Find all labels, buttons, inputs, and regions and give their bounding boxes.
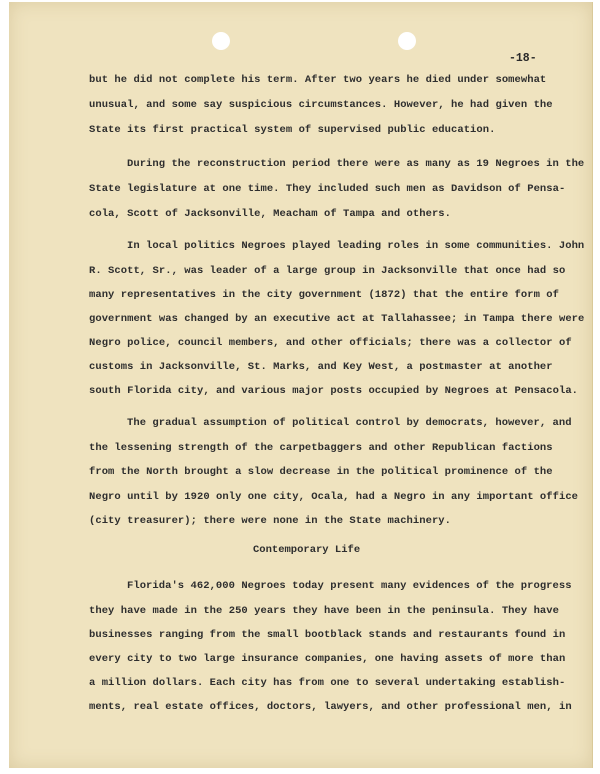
text-line: During the reconstruction period there were as many as 19 Negroes in the: [127, 158, 585, 170]
text-line: Negro police, council members, and other officials; there was a collector of: [89, 337, 572, 349]
text-line: they have made in the 250 years they have been in the peninsula. They have: [89, 605, 559, 617]
text-line: businesses ranging from the small bootblack stands and restaurants found in: [89, 629, 566, 641]
punch-hole-left: [212, 32, 230, 50]
page-number: -18-: [509, 52, 537, 65]
text-line: In local politics Negroes played leading roles in some communities. John: [127, 240, 585, 252]
text-line: (city treasurer); there were none in the State machinery.: [89, 515, 452, 527]
text-line: south Florida city, and various major posts occupied by Negroes at Pensacola.: [89, 385, 579, 397]
text-line: government was changed by an executive act at Tallahassee; in Tampa there were: [89, 313, 585, 325]
text-line: State legislature at one time. They included such men as Davidson of Pensa-: [89, 183, 566, 195]
text-line: many representatives in the city government (1872) that the entire form of: [89, 289, 559, 301]
text-line: customs in Jacksonville, St. Marks, and Key West, a postmaster at another: [89, 361, 553, 373]
punch-hole-right: [398, 32, 416, 50]
text-line: a million dollars. Each city has from one to several undertaking establish-: [89, 677, 566, 689]
text-line: Florida's 462,000 Negroes today present many evidences of the progress: [127, 580, 572, 592]
text-line: but he did not complete his term. After two years he died under somewhat: [89, 74, 547, 86]
text-line: ments, real estate offices, doctors, lawyers, and other professional men, in: [89, 701, 572, 713]
text-line: from the North brought a slow decrease in the political prominence of the: [89, 466, 553, 478]
text-line: The gradual assumption of political control by democrats, however, and: [127, 417, 572, 429]
text-line: every city to two large insurance companies, one having assets of more than: [89, 653, 566, 665]
text-line: cola, Scott of Jacksonville, Meacham of Tampa and others.: [89, 208, 452, 220]
section-heading: Contemporary Life: [253, 544, 361, 556]
document-page: [9, 2, 593, 768]
text-line: State its first practical system of supervised public education.: [89, 124, 496, 136]
text-line: R. Scott, Sr., was leader of a large group in Jacksonville that once had so: [89, 265, 566, 277]
text-line: unusual, and some say suspicious circumstances. However, he had given the: [89, 99, 553, 111]
text-line: Negro until by 1920 only one city, Ocala, had a Negro in any important office: [89, 491, 579, 503]
text-line: the lessening strength of the carpetbaggers and other Republican factions: [89, 442, 553, 454]
